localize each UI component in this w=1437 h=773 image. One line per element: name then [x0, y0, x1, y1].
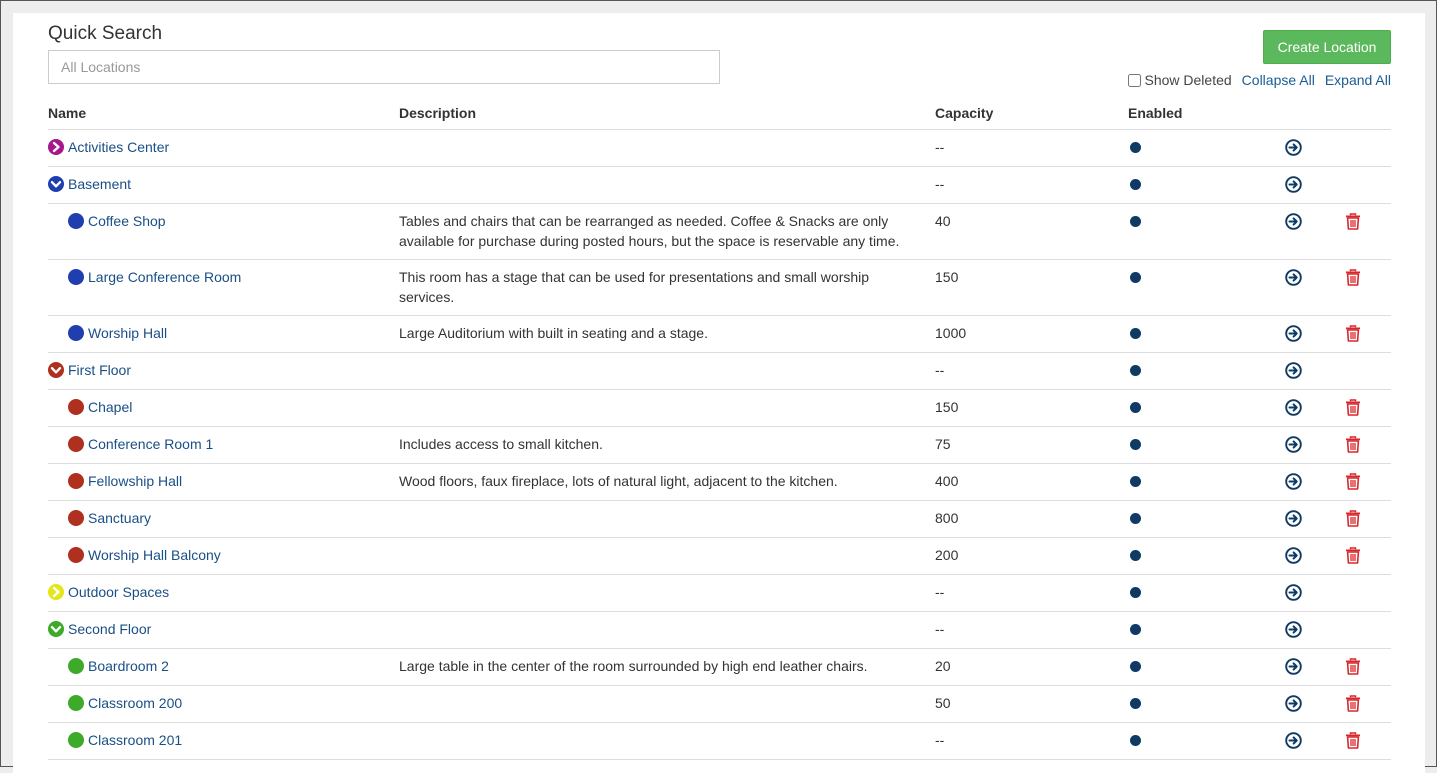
trash-icon[interactable]	[1345, 436, 1361, 455]
go-cell	[1263, 137, 1323, 158]
name-cell	[48, 508, 399, 529]
location-name-link[interactable]: Large Conference Room	[88, 269, 242, 285]
go-cell	[1263, 619, 1323, 640]
arrow-circle-right-icon[interactable]	[1285, 732, 1302, 751]
go-cell	[1263, 693, 1323, 714]
location-row	[48, 316, 1391, 353]
list-toolbar	[1128, 72, 1392, 88]
location-description	[399, 360, 935, 381]
enabled-indicator-icon	[1130, 272, 1141, 283]
delete-cell	[1323, 267, 1383, 307]
delete-cell	[1323, 619, 1383, 640]
location-capacity: 1000	[935, 325, 967, 341]
location-row	[48, 427, 1391, 464]
delete-cell	[1323, 174, 1383, 195]
arrow-circle-right-icon[interactable]	[1285, 362, 1302, 381]
trash-icon[interactable]	[1345, 269, 1361, 307]
chevron-down-icon[interactable]	[48, 621, 64, 637]
name-cell	[48, 360, 399, 381]
enabled-cell	[1128, 471, 1263, 492]
name-cell	[48, 471, 399, 492]
enabled-indicator-icon	[1130, 402, 1141, 413]
enabled-indicator-icon	[1130, 698, 1141, 709]
circle-icon	[68, 658, 84, 674]
trash-icon[interactable]	[1345, 510, 1361, 529]
delete-cell	[1323, 211, 1383, 251]
enabled-indicator-icon	[1130, 587, 1141, 598]
delete-cell	[1323, 693, 1383, 714]
name-cell	[48, 545, 399, 566]
delete-cell	[1323, 323, 1383, 344]
circle-icon	[68, 732, 84, 748]
location-row	[48, 723, 1391, 760]
location-description: This room has a stage that can be used for presentations and small worship services.	[399, 269, 870, 305]
go-cell	[1263, 397, 1323, 418]
arrow-circle-right-icon[interactable]	[1285, 139, 1302, 158]
enabled-cell	[1128, 582, 1263, 603]
expand-all-link[interactable]: Expand All	[1324, 72, 1391, 88]
enabled-indicator-icon	[1130, 328, 1141, 339]
location-description: Large table in the center of the room surrounded by high end leather chairs.	[399, 658, 868, 674]
delete-cell	[1323, 397, 1383, 418]
name-cell	[48, 434, 399, 455]
enabled-cell	[1128, 619, 1263, 640]
go-cell	[1263, 211, 1323, 251]
location-description	[399, 730, 935, 751]
collapse-all-link[interactable]: Collapse All	[1241, 72, 1315, 88]
enabled-indicator-icon	[1130, 476, 1141, 487]
circle-icon	[68, 325, 84, 341]
arrow-circle-right-icon[interactable]	[1285, 547, 1302, 566]
circle-icon	[68, 213, 84, 229]
name-cell	[48, 693, 399, 714]
location-description: Tables and chairs that can be rearranged as needed. Coffee & Snacks are only available for purchase during posted hours, but the space is reservable any time.	[399, 213, 900, 249]
name-cell	[48, 656, 399, 677]
location-description	[399, 174, 935, 195]
location-row	[48, 204, 1391, 260]
enabled-cell	[1128, 267, 1263, 307]
arrow-circle-right-icon[interactable]	[1285, 436, 1302, 455]
location-name-link[interactable]: Boardroom 2	[88, 658, 169, 674]
location-capacity: 20	[935, 658, 951, 674]
location-name-link[interactable]: Fellowship Hall	[88, 473, 183, 489]
column-header-enabled: Enabled	[1128, 105, 1183, 121]
enabled-indicator-icon	[1130, 179, 1141, 190]
enabled-indicator-icon	[1130, 735, 1141, 746]
enabled-indicator-icon	[1130, 661, 1141, 672]
location-capacity: 150	[935, 269, 959, 285]
arrow-circle-right-icon[interactable]	[1285, 325, 1302, 344]
enabled-cell	[1128, 656, 1263, 677]
arrow-circle-right-icon[interactable]	[1285, 658, 1302, 677]
show-deleted-checkbox[interactable]	[1128, 74, 1141, 87]
location-description	[399, 545, 935, 566]
name-cell	[48, 137, 399, 158]
show-deleted-label: Show Deleted	[1144, 72, 1232, 88]
create-location-button[interactable]: Create Location	[1263, 30, 1391, 64]
name-cell	[48, 211, 399, 251]
circle-icon	[68, 473, 84, 489]
chevron-right-icon[interactable]	[48, 139, 64, 155]
table-header	[48, 97, 1391, 130]
arrow-circle-right-icon[interactable]	[1285, 473, 1302, 492]
location-group-row	[48, 575, 1391, 612]
enabled-cell	[1128, 323, 1263, 344]
location-name-link[interactable]: Outdoor Spaces	[68, 584, 170, 600]
location-name-link[interactable]: Classroom 200	[88, 695, 183, 711]
enabled-indicator-icon	[1130, 142, 1141, 153]
location-row	[48, 464, 1391, 501]
enabled-indicator-icon	[1130, 365, 1141, 376]
delete-cell	[1323, 656, 1383, 677]
enabled-cell	[1128, 211, 1263, 251]
arrow-circle-right-icon[interactable]	[1285, 584, 1302, 603]
location-group-row	[48, 353, 1391, 390]
go-cell	[1263, 471, 1323, 492]
arrow-circle-right-icon[interactable]	[1285, 269, 1302, 307]
column-header-description: Description	[399, 105, 477, 121]
enabled-cell	[1128, 545, 1263, 566]
location-capacity: --	[935, 139, 945, 155]
location-name-link[interactable]: Conference Room 1	[88, 436, 214, 452]
enabled-indicator-icon	[1130, 216, 1141, 227]
location-row	[48, 686, 1391, 723]
go-cell	[1263, 730, 1323, 751]
location-name-link[interactable]: Worship Hall	[88, 325, 168, 341]
trash-icon[interactable]	[1345, 658, 1361, 677]
trash-icon[interactable]	[1345, 473, 1361, 492]
go-cell	[1263, 508, 1323, 529]
location-name-link[interactable]: Chapel	[88, 399, 133, 415]
search-input[interactable]	[48, 50, 720, 84]
name-cell	[48, 397, 399, 418]
location-capacity: 800	[935, 510, 959, 526]
location-description: Large Auditorium with built in seating and a stage.	[399, 325, 708, 341]
enabled-cell	[1128, 137, 1263, 158]
go-cell	[1263, 360, 1323, 381]
enabled-indicator-icon	[1130, 550, 1141, 561]
arrow-circle-right-icon[interactable]	[1285, 695, 1302, 714]
location-capacity: --	[935, 584, 945, 600]
locations-table	[48, 97, 1391, 760]
location-group-row	[48, 612, 1391, 649]
trash-icon[interactable]	[1345, 213, 1361, 251]
location-name-link[interactable]: Basement	[68, 176, 132, 192]
location-capacity: 400	[935, 473, 959, 489]
go-cell	[1263, 656, 1323, 677]
location-name-link[interactable]: Sanctuary	[88, 510, 152, 526]
enabled-cell	[1128, 397, 1263, 418]
circle-icon	[68, 399, 84, 415]
location-name-link[interactable]: Classroom 201	[88, 732, 183, 748]
trash-icon[interactable]	[1345, 399, 1361, 418]
name-cell	[48, 267, 399, 307]
location-name-link[interactable]: Second Floor	[68, 621, 152, 637]
location-capacity: --	[935, 176, 945, 192]
delete-cell	[1323, 730, 1383, 751]
location-capacity: 75	[935, 436, 951, 452]
location-description	[399, 693, 935, 714]
enabled-cell	[1128, 174, 1263, 195]
go-cell	[1263, 545, 1323, 566]
enabled-cell	[1128, 360, 1263, 381]
location-name-link[interactable]: Worship Hall Balcony	[88, 547, 221, 563]
arrow-circle-right-icon[interactable]	[1285, 510, 1302, 529]
enabled-cell	[1128, 508, 1263, 529]
location-description	[399, 397, 935, 418]
column-header-name: Name	[48, 105, 87, 121]
enabled-indicator-icon	[1130, 624, 1141, 635]
location-row	[48, 390, 1391, 427]
go-cell	[1263, 434, 1323, 455]
go-cell	[1263, 323, 1323, 344]
location-description: Includes access to small kitchen.	[399, 436, 603, 452]
location-row	[48, 649, 1391, 686]
name-cell	[48, 619, 399, 640]
location-row	[48, 260, 1391, 316]
arrow-circle-right-icon[interactable]	[1285, 213, 1302, 251]
location-capacity: 40	[935, 213, 951, 229]
location-capacity: 200	[935, 547, 959, 563]
enabled-cell	[1128, 730, 1263, 751]
delete-cell	[1323, 545, 1383, 566]
name-cell	[48, 174, 399, 195]
location-row	[48, 501, 1391, 538]
location-group-row	[48, 130, 1391, 167]
chevron-down-icon[interactable]	[48, 176, 64, 192]
table-body	[48, 130, 1391, 760]
location-description	[399, 137, 935, 158]
circle-icon	[68, 695, 84, 711]
location-capacity: --	[935, 362, 945, 378]
circle-icon	[68, 269, 84, 285]
location-row	[48, 538, 1391, 575]
trash-icon[interactable]	[1345, 732, 1361, 751]
go-cell	[1263, 267, 1323, 307]
chevron-right-icon[interactable]	[48, 584, 64, 600]
delete-cell	[1323, 360, 1383, 381]
location-capacity: --	[935, 732, 945, 748]
go-cell	[1263, 582, 1323, 603]
enabled-cell	[1128, 434, 1263, 455]
enabled-cell	[1128, 693, 1263, 714]
circle-icon	[68, 510, 84, 526]
location-name-link[interactable]: Coffee Shop	[88, 213, 166, 229]
go-cell	[1263, 174, 1323, 195]
name-cell	[48, 730, 399, 751]
location-name-link[interactable]: First Floor	[68, 362, 131, 378]
enabled-indicator-icon	[1130, 439, 1141, 450]
location-capacity: 50	[935, 695, 951, 711]
locations-panel	[13, 13, 1425, 773]
trash-icon[interactable]	[1345, 695, 1361, 714]
name-cell	[48, 323, 399, 344]
arrow-circle-right-icon[interactable]	[1285, 621, 1302, 640]
location-group-row	[48, 167, 1391, 204]
location-description: Wood floors, faux fireplace, lots of natural light, adjacent to the kitchen.	[399, 473, 838, 489]
arrow-circle-right-icon[interactable]	[1285, 399, 1302, 418]
location-capacity: 150	[935, 399, 959, 415]
delete-cell	[1323, 434, 1383, 455]
chevron-down-icon[interactable]	[48, 362, 64, 378]
quick-search-title: Quick Search	[48, 23, 163, 44]
show-deleted-toggle[interactable]	[1128, 72, 1232, 88]
enabled-indicator-icon	[1130, 513, 1141, 524]
location-description	[399, 619, 935, 640]
delete-cell	[1323, 471, 1383, 492]
delete-cell	[1323, 137, 1383, 158]
arrow-circle-right-icon[interactable]	[1285, 176, 1302, 195]
location-description	[399, 582, 935, 603]
circle-icon	[68, 547, 84, 563]
name-cell	[48, 582, 399, 603]
location-name-link[interactable]: Activities Center	[68, 139, 170, 155]
delete-cell	[1323, 508, 1383, 529]
location-capacity: --	[935, 621, 945, 637]
circle-icon	[68, 436, 84, 452]
trash-icon[interactable]	[1345, 325, 1361, 344]
trash-icon[interactable]	[1345, 547, 1361, 566]
location-description	[399, 508, 935, 529]
column-header-capacity: Capacity	[935, 105, 994, 121]
delete-cell	[1323, 582, 1383, 603]
